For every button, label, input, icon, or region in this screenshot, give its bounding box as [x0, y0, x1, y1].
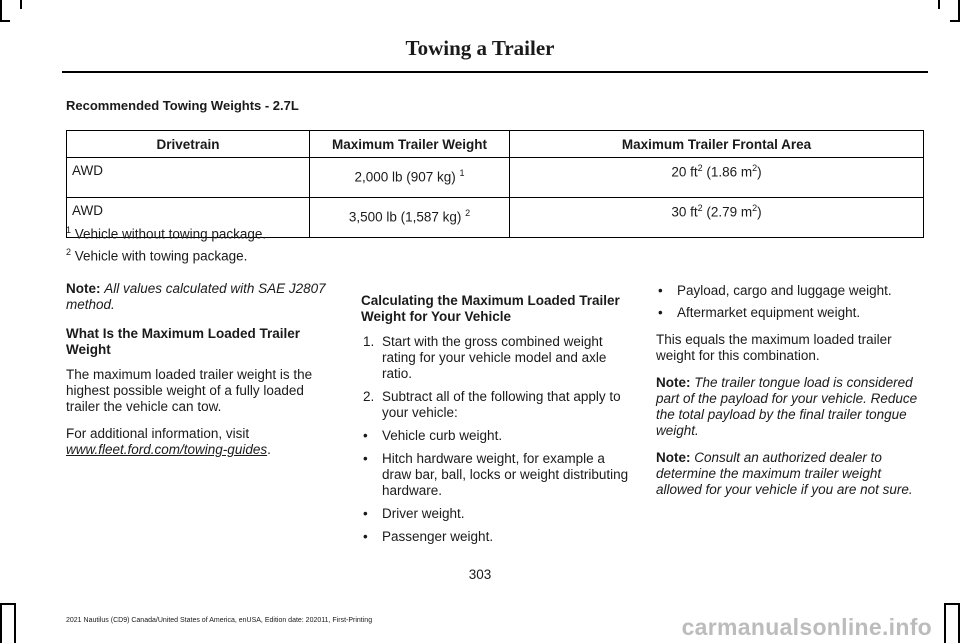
- towing-weights-table: [66, 130, 924, 238]
- list-item: [361, 451, 629, 499]
- list-number: 2.: [363, 389, 375, 404]
- towing-guides-link[interactable]: www.fleet.ford.com/towing-guides: [66, 442, 268, 457]
- note-text: The trailer tongue load is considered part of the payload for your vehicle. Reduce the total payload by the final trailer tongue weight.: [656, 375, 918, 438]
- list-number: 1.: [363, 334, 375, 349]
- footnote-mark: 2: [66, 247, 72, 257]
- list-text: Vehicle curb weight.: [382, 428, 503, 443]
- footnote-ref: 2: [465, 208, 471, 218]
- note-label: Note:: [656, 375, 691, 390]
- paragraph: [66, 426, 334, 458]
- section-title: Recommended Towing Weights - 2.7L: [66, 98, 299, 113]
- area-close: ): [757, 164, 762, 180]
- list-text: Passenger weight.: [382, 529, 494, 544]
- bullet: •: [363, 451, 368, 466]
- list-item: [361, 428, 629, 444]
- list-item: [361, 389, 629, 421]
- footnote-1: [66, 225, 266, 242]
- table-row: [67, 158, 924, 198]
- page-number: 303: [468, 567, 492, 582]
- area-metric-value: (2.79 m: [702, 204, 753, 220]
- list-item: [361, 529, 629, 545]
- footnote-text: Vehicle without towing package.: [71, 226, 267, 242]
- paragraph: The maximum loaded trailer weight is the highest possible weight of a fully loaded trailer the vehicle can tow.: [66, 367, 313, 414]
- note: [656, 450, 928, 498]
- note-text: Consult an authorized dealer to determine the maximum trailer weight allowed for your vehicle if you are not sure.: [656, 450, 913, 497]
- crop-mark: [938, 0, 940, 9]
- list-item: [361, 334, 629, 382]
- column-header-max-weight: Maximum Trailer Weight: [310, 131, 510, 158]
- area-superscript: 2: [752, 203, 758, 213]
- column-header-drivetrain: Drivetrain: [67, 131, 310, 158]
- area-superscript: 2: [697, 163, 703, 173]
- max-weight-value: 2,000 lb (907 kg): [354, 169, 456, 185]
- paragraph: This equals the maximum loaded trailer weight for this combination.: [656, 332, 892, 363]
- crop-mark: [944, 603, 946, 643]
- area-close: ): [757, 204, 762, 220]
- watermark: carmanualsonline.info: [681, 614, 932, 640]
- bullet: •: [363, 529, 368, 544]
- list-text: Start with the gross combined weight rating for your vehicle model and axle ratio.: [382, 334, 607, 381]
- note: [66, 281, 334, 313]
- footnote-mark: 1: [66, 225, 72, 235]
- area-metric-value: (1.86 m: [702, 164, 753, 180]
- drivetrain-cell: AWD: [67, 158, 310, 198]
- area-value: 20 ft: [671, 164, 698, 180]
- note-text: All values calculated with SAE J2807 method.: [66, 281, 326, 312]
- column-header-frontal-area: Maximum Trailer Frontal Area: [510, 131, 924, 158]
- bullet: •: [363, 428, 368, 443]
- frontal-area-cell: [510, 158, 924, 198]
- frontal-area-cell: [510, 198, 924, 238]
- column-left: [66, 281, 334, 466]
- crop-mark: [14, 603, 16, 643]
- list-text: Hitch hardware weight, for example a draw bar, ball, locks or weight distributing hardware.: [382, 451, 629, 498]
- bullet: •: [658, 283, 663, 298]
- edition-info: 2021 Nautilus (CD9) Canada/United States of America, enUSA, Edition date: 202011, First-Printing: [66, 617, 373, 624]
- crop-mark: [950, 20, 960, 22]
- chapter-title: Towing a Trailer: [405, 36, 555, 60]
- crop-mark: [0, 603, 14, 605]
- list-text: Payload, cargo and luggage weight.: [677, 283, 892, 298]
- table-header-row: [67, 131, 924, 158]
- paragraph-text: For additional information, visit: [66, 426, 250, 441]
- crop-mark: [0, 603, 2, 643]
- list-item: [361, 506, 629, 522]
- crop-mark: [0, 0, 2, 20]
- area-value: 30 ft: [671, 204, 698, 220]
- footnote-ref: 1: [459, 168, 465, 178]
- footnote-2: [66, 247, 247, 264]
- list-text: Subtract all of the following that apply to your vehicle:: [382, 389, 621, 420]
- note-label: Note:: [656, 450, 691, 465]
- header-rule: [62, 71, 928, 73]
- area-superscript: 2: [697, 203, 703, 213]
- max-weight-cell: [310, 198, 510, 238]
- bullet: •: [658, 305, 663, 320]
- bullet: •: [363, 506, 368, 521]
- column-right: [656, 283, 928, 506]
- list-text: Driver weight.: [382, 506, 465, 521]
- list-text: Aftermarket equipment weight.: [677, 305, 861, 320]
- paragraph-end: .: [267, 442, 271, 457]
- note: [656, 375, 928, 439]
- note-label: Note:: [66, 281, 101, 296]
- max-weight-cell: [310, 158, 510, 198]
- area-superscript: 2: [752, 163, 758, 173]
- heading-calculating-weight: Calculating the Maximum Loaded Trailer Weight for Your Vehicle: [361, 293, 620, 324]
- list-item: [656, 305, 928, 321]
- column-middle: [361, 293, 629, 552]
- crop-mark: [20, 0, 22, 9]
- max-weight-value: 3,500 lb (1,587 kg): [348, 209, 462, 225]
- crop-mark: [944, 603, 958, 605]
- list-item: [656, 283, 928, 299]
- crop-mark: [0, 20, 10, 22]
- heading-max-loaded-weight: What Is the Maximum Loaded Trailer Weight: [66, 326, 301, 357]
- drivetrain-cell: AWD: [67, 198, 310, 238]
- footnote-text: Vehicle with towing package.: [71, 248, 248, 264]
